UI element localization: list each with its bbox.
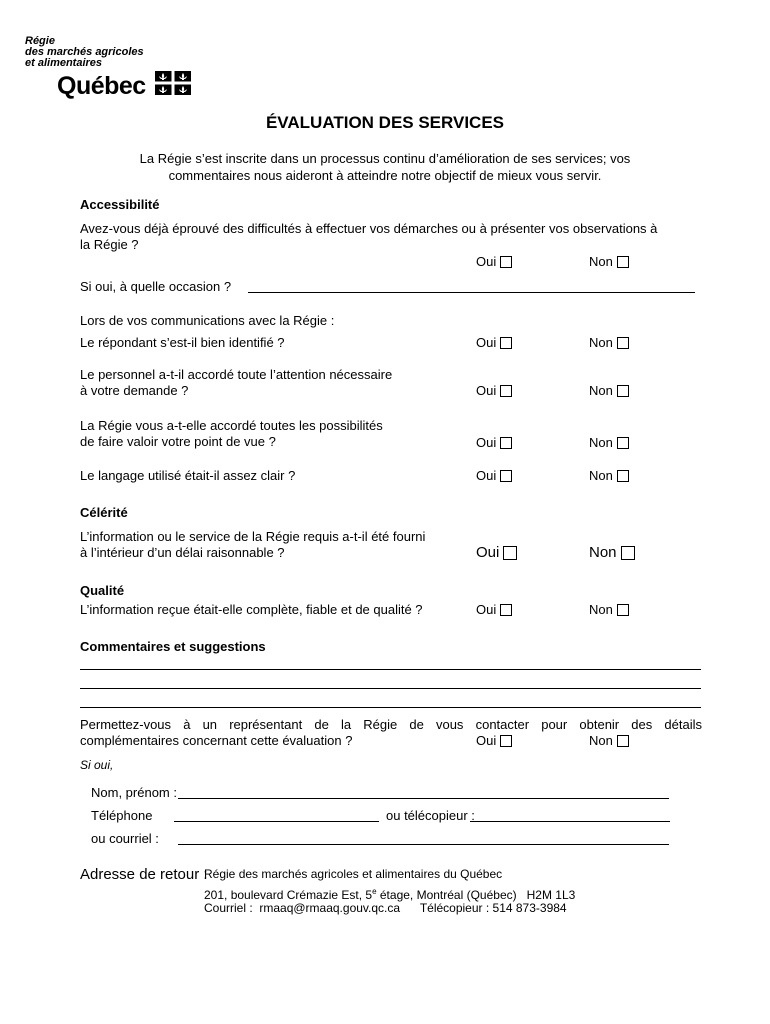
oui-label: Oui: [476, 435, 497, 450]
phone-label: Téléphone: [91, 808, 153, 823]
return-address-line2-pre: 201, boulevard Crémazie Est, 5: [204, 888, 373, 902]
comments-line-3[interactable]: [80, 707, 701, 708]
option-non-delay[interactable]: [589, 544, 635, 561]
question-attention-line1: Le personnel a-t-il accordé toute l’attention nécessaire: [80, 367, 393, 382]
option-non-language[interactable]: [589, 468, 629, 483]
logo-org-line2: des marchés agricoles: [25, 46, 144, 58]
non-label: Non: [589, 335, 613, 350]
question-attention-line2: à votre demande ?: [80, 383, 189, 398]
question-contact-line1: Permettez-vous à un représentant de la Régie de vous contacter pour obtenir des détails: [80, 717, 702, 732]
name-input-line[interactable]: [178, 798, 669, 799]
checkbox-oui-attention[interactable]: [500, 385, 512, 397]
oui-label: Oui: [476, 602, 497, 617]
checkbox-oui-point-of-view[interactable]: [500, 437, 512, 449]
non-label: Non: [589, 254, 613, 269]
return-address-line1: Régie des marchés agricoles et alimentaires du Québec: [204, 867, 503, 881]
checkbox-non-language[interactable]: [617, 470, 629, 482]
non-label: Non: [589, 435, 613, 450]
question-contact-line2: complémentaires concernant cette évaluation ?: [80, 733, 353, 748]
non-label: Non: [589, 602, 613, 617]
option-non-difficulties[interactable]: [589, 254, 629, 269]
quebec-flag-icon: [155, 71, 191, 95]
logo-org-line3: et alimentaires: [25, 57, 103, 69]
question-difficulties-line1: Avez-vous déjà éprouvé des difficultés à effectuer vos démarches ou à présenter vos observations à: [80, 221, 658, 236]
return-address-line3: Courriel : rmaaq@rmaaq.gouv.qc.ca Télécopieur : 514 873-3984: [204, 901, 567, 915]
option-oui-delay[interactable]: [476, 544, 517, 561]
checkbox-oui-contact[interactable]: [500, 735, 512, 747]
oui-label: Oui: [476, 468, 497, 483]
option-non-contact[interactable]: [589, 733, 629, 748]
option-non-quality[interactable]: [589, 602, 629, 617]
intro-line2: commentaires nous aideront à atteindre notre objectif de mieux vous servir.: [168, 168, 602, 183]
intro-line1: La Régie s’est inscrite dans un processus continu d’amélioration de ses services; vos: [139, 151, 631, 166]
section-heading-accessibility: Accessibilité: [80, 197, 160, 212]
non-label: Non: [589, 544, 617, 561]
checkbox-oui-difficulties[interactable]: [500, 256, 512, 268]
question-point-of-view-line2: de faire valoir votre point de vue ?: [80, 434, 276, 449]
communications-intro: Lors de vos communications avec la Régie :: [80, 313, 335, 328]
fax-input-line[interactable]: [470, 821, 670, 822]
checkbox-non-identified[interactable]: [617, 337, 629, 349]
email-input-line[interactable]: [178, 844, 669, 845]
checkbox-non-contact[interactable]: [617, 735, 629, 747]
page-title: ÉVALUATION DES SERVICES: [265, 113, 505, 132]
non-label: Non: [589, 733, 613, 748]
question-delay: [80, 529, 425, 561]
option-oui-language[interactable]: [476, 468, 512, 483]
logo-organization: [25, 36, 144, 69]
option-oui-identified[interactable]: [476, 335, 512, 350]
comments-line-2[interactable]: [80, 688, 701, 689]
option-oui-point-of-view[interactable]: [476, 435, 512, 450]
checkbox-oui-language[interactable]: [500, 470, 512, 482]
logo-quebec-wordmark: Québec: [57, 72, 146, 100]
option-non-identified[interactable]: [589, 335, 629, 350]
question-point-of-view-line1: La Régie vous a-t-elle accordé toutes les possibilités: [80, 418, 383, 433]
return-address-line2-post: étage, Montréal (Québec) H2M 1L3: [376, 888, 576, 902]
question-identified: Le répondant s’est-il bien identifié ?: [80, 335, 285, 350]
phone-input-line[interactable]: [174, 821, 379, 822]
name-label: Nom, prénom :: [91, 785, 177, 800]
return-address-label: Adresse de retour :: [80, 866, 208, 883]
checkbox-non-delay[interactable]: [621, 546, 635, 560]
question-difficulties-line2: la Régie ?: [80, 237, 139, 252]
email-label: ou courriel :: [91, 831, 159, 846]
checkbox-oui-quality[interactable]: [500, 604, 512, 616]
oui-label: Oui: [476, 383, 497, 398]
checkbox-oui-identified[interactable]: [500, 337, 512, 349]
non-label: Non: [589, 383, 613, 398]
non-label: Non: [589, 468, 613, 483]
option-non-point-of-view[interactable]: [589, 435, 629, 450]
checkbox-non-point-of-view[interactable]: [617, 437, 629, 449]
question-language: Le langage utilisé était-il assez clair ?: [80, 468, 296, 483]
question-attention: [80, 367, 392, 399]
intro-text: [60, 150, 710, 184]
question-delay-line2: à l’intérieur d’un délai raisonnable ?: [80, 545, 285, 560]
checkbox-non-attention[interactable]: [617, 385, 629, 397]
comments-line-1[interactable]: [80, 669, 701, 670]
option-oui-attention[interactable]: [476, 383, 512, 398]
option-oui-quality[interactable]: [476, 602, 512, 617]
si-oui-label: Si oui,: [80, 758, 114, 772]
return-address-line2-sup: e: [372, 887, 377, 896]
oui-label: Oui: [476, 733, 497, 748]
checkbox-non-quality[interactable]: [617, 604, 629, 616]
section-heading-quality: Qualité: [80, 583, 125, 598]
option-oui-contact[interactable]: [476, 733, 512, 748]
oui-label: Oui: [476, 335, 497, 350]
checkbox-oui-delay[interactable]: [503, 546, 517, 560]
section-heading-comments: Commentaires et suggestions: [80, 639, 266, 654]
oui-label: Oui: [476, 254, 497, 269]
question-difficulties: [80, 221, 657, 253]
logo-org-line1: Régie: [25, 35, 55, 47]
section-heading-celerity: Célérité: [80, 505, 128, 520]
checkbox-non-difficulties[interactable]: [617, 256, 629, 268]
question-point-of-view: [80, 418, 383, 450]
option-oui-difficulties[interactable]: [476, 254, 512, 269]
occasion-input-line[interactable]: [248, 292, 695, 293]
occasion-label: Si oui, à quelle occasion ?: [80, 279, 232, 294]
fax-label: ou télécopieur :: [386, 808, 475, 823]
oui-label: Oui: [476, 544, 500, 561]
option-non-attention[interactable]: [589, 383, 629, 398]
question-quality: L’information reçue était-elle complète, fiable et de qualité ?: [80, 602, 423, 617]
question-delay-line1: L’information ou le service de la Régie requis a-t-il été fourni: [80, 529, 426, 544]
